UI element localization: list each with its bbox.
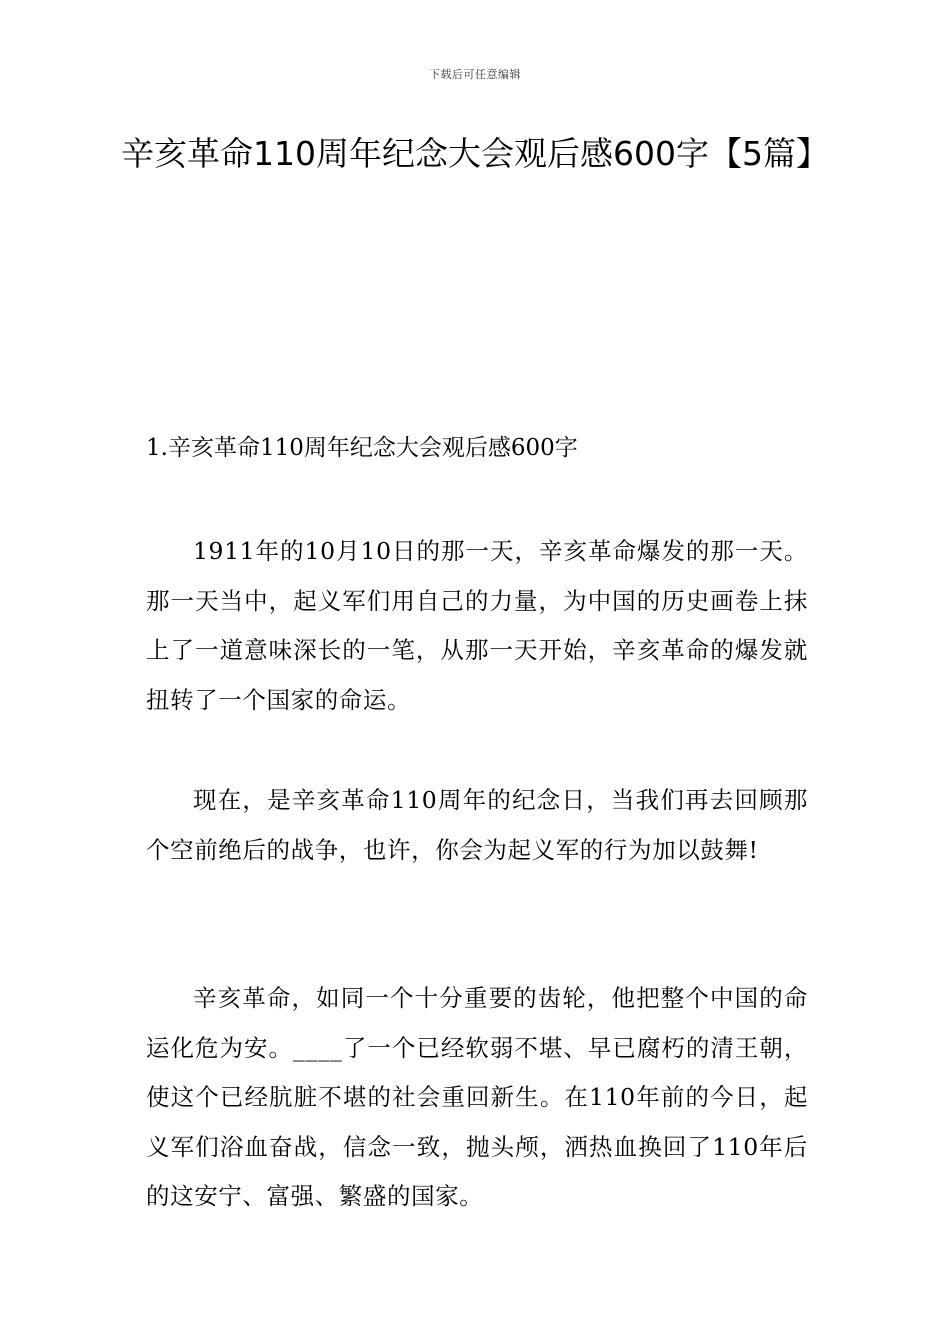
- header-note: 下载后可任意编辑: [429, 68, 521, 81]
- paragraph-1: 1911年的10月10日的那一天，辛亥革命爆发的那一天。那一天当中，起义军们用自己的力量，为中国的历史画卷上抹上了一道意味深长的一笔，从那一天开始，辛亥革命的爆发就扭转了一个国家的命运。: [146, 537, 808, 714]
- paragraph-3: 辛亥革命，如同一个十分重要的齿轮，他把整个中国的命运化危为安。____了一个已经软弱不堪、早已腐朽的清王朝，使这个已经肮脏不堪的社会重回新生。在110年前的今日，起义军们浴血奋战，信念一致，抛头颅，洒热血换回了110年后的这安宁、富强、繁盛的国家。: [146, 984, 808, 1210]
- section-heading: 1.辛亥革命110周年纪念大会观后感600字: [146, 435, 578, 461]
- document-title: 辛亥革命110周年纪念大会观后感600字【5篇】: [121, 134, 829, 173]
- paragraph-2: 现在，是辛亥革命110周年的纪念日，当我们再去回顾那个空前绝后的战争，也许，你会为起义军的行为加以鼓舞!: [146, 786, 808, 864]
